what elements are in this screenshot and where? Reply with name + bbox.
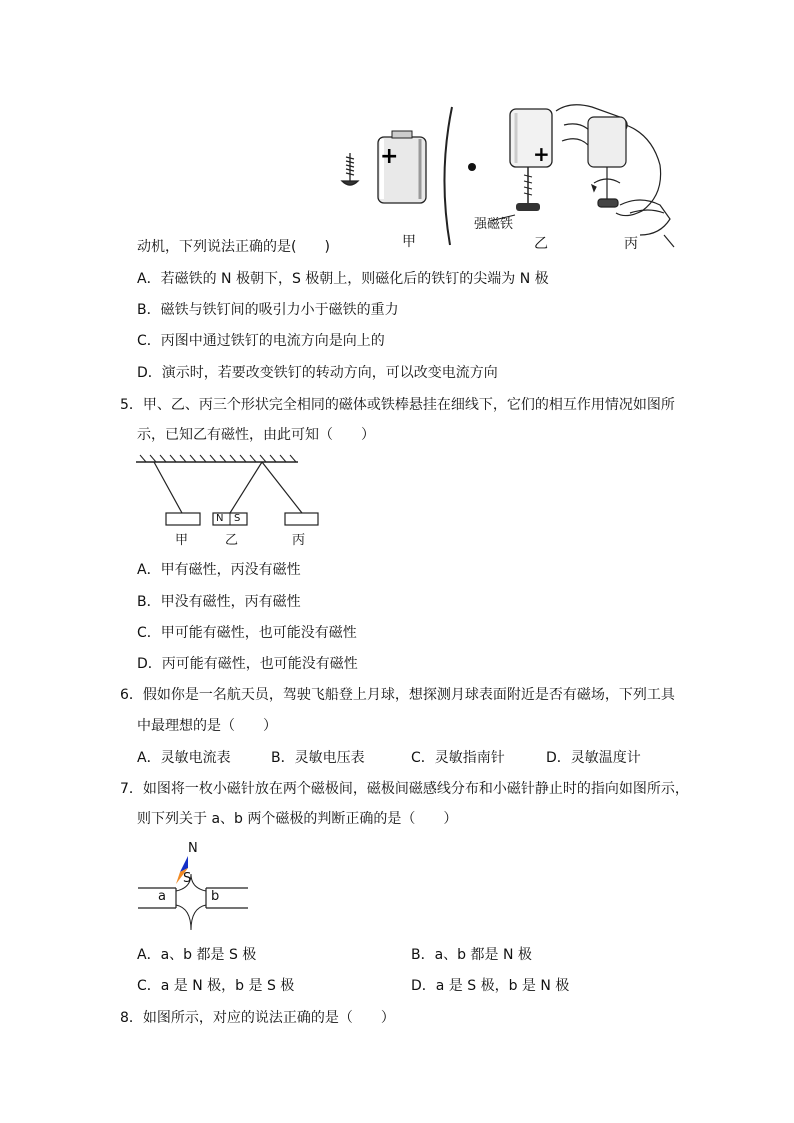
bar-bing (285, 513, 318, 525)
dot-marker (468, 163, 476, 171)
q4-option-d: D．演示时，若要改变铁钉的转动方向，可以改变电流方向 (137, 365, 498, 381)
q7-option-a: A．a、b 都是 S 极 (137, 947, 257, 963)
q8-stem-line1: 8．如图所示，对应的说法正确的是（ ） (120, 1010, 395, 1026)
q7-label-s: S (183, 871, 192, 886)
q5-label-bing: 丙 (292, 533, 306, 548)
q6-stem-line2: 中最理想的是（ ） (137, 718, 277, 734)
q5-label-yi: 乙 (225, 533, 239, 548)
q7-label-a: a (158, 889, 166, 904)
q4-figure (330, 95, 680, 255)
svg-text:+: + (380, 144, 399, 169)
q7-option-b: B．a、b 都是 N 极 (411, 947, 532, 963)
battery-icon-yi (490, 109, 552, 221)
q7-stem-line1: 7．如图将一枚小磁针放在两个磁极间，磁极间磁感线分布和小磁针静止时的指向如图所示， (120, 781, 689, 797)
divider-curve (444, 107, 452, 245)
fig-label-yi: 乙 (534, 236, 548, 252)
bar-jia (166, 513, 200, 525)
q7-label-n: N (188, 841, 198, 856)
q5-option-b: B．甲没有磁性，丙有磁性 (137, 594, 301, 610)
fig-label-bing: 丙 (624, 236, 638, 252)
q5-stem-line1: 5．甲、乙、丙三个形状完全相同的磁体或铁棒悬挂在细线下，它们的相互作用情况如图所 (120, 397, 675, 413)
q5-stem-line2: 示，已知乙有磁性，由此可知（ ） (137, 427, 375, 443)
q7-figure (136, 838, 252, 938)
svg-text:+: + (533, 142, 550, 166)
q7-option-c: C．a 是 N 极，b 是 S 极 (137, 978, 295, 994)
q4-option-c: C．丙图中通过铁钉的电流方向是向上的 (137, 333, 385, 349)
fig-label-jia: 甲 (402, 234, 416, 250)
q6-option-d: D．灵敏温度计 (546, 750, 641, 766)
q5-figure (136, 452, 306, 548)
q5-magnet-s: S (234, 513, 241, 524)
iron-nail-icon (342, 153, 358, 185)
q6-option-b: B．灵敏电压表 (271, 750, 365, 766)
q7-stem-line2: 则下列关于 a、b 两个磁极的判断正确的是（ ） (137, 811, 458, 827)
field-line-bottom (176, 905, 191, 930)
battery-icon (378, 131, 426, 203)
q6-stem-line1: 6．假如你是一名航天员，驾驶飞船登上月球，想探测月球表面附近是否有磁场，下列工具 (120, 687, 675, 703)
q4-stem-tail: 动机，下列说法正确的是( ) (137, 239, 330, 255)
q7-label-b: b (211, 889, 220, 904)
q5-label-jia: 甲 (175, 533, 189, 548)
hand-battery-icon (556, 105, 674, 247)
q7-option-d: D．a 是 S 极，b 是 N 极 (411, 978, 570, 994)
q5-figure-drawing (136, 452, 306, 548)
q4-option-b: B．磁铁与铁钉间的吸引力小于磁铁的重力 (137, 302, 399, 318)
fig-label-magnet: 强磁铁 (474, 217, 514, 232)
q5-option-a: A．甲有磁性，丙没有磁性 (137, 562, 301, 578)
q5-magnet-n: N (216, 513, 224, 524)
q5-option-d: D．丙可能有磁性，也可能没有磁性 (137, 656, 358, 672)
q4-option-a: A．若磁铁的 N 极朝下，S 极朝上，则磁化后的铁钉的尖端为 N 极 (137, 271, 549, 287)
q5-option-c: C．甲可能有磁性，也可能没有磁性 (137, 625, 357, 641)
q6-option-a: A．灵敏电流表 (137, 750, 231, 766)
q6-option-c: C．灵敏指南针 (411, 750, 505, 766)
